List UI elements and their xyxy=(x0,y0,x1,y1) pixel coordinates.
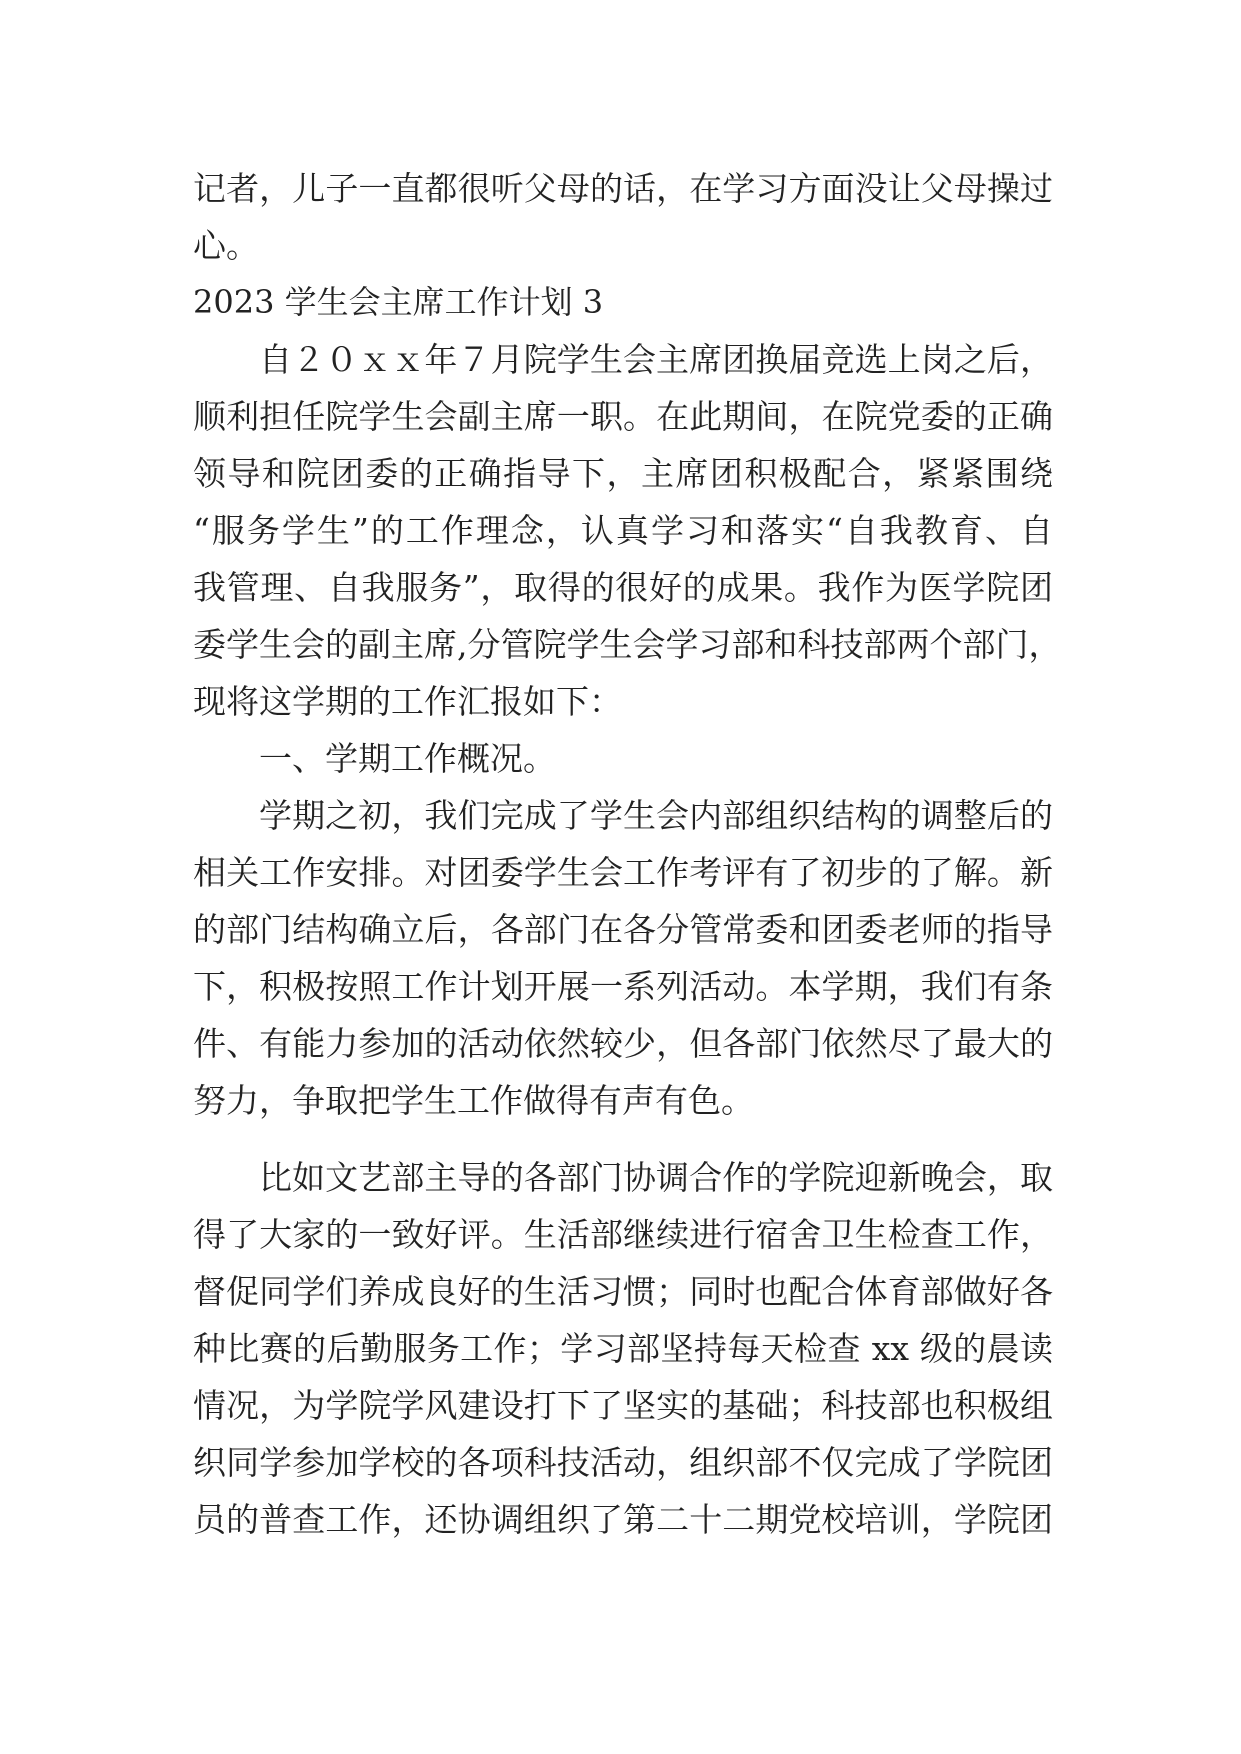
paragraph-1-line-5: 我管理、自我服务”，取得的很好的成果。我作为医学院团 xyxy=(193,568,1053,607)
paragraph-3-line-2: 得了大家的一致好评。生活部继续进行宿舍卫生检查工作， xyxy=(193,1215,1053,1254)
paragraph-1-line-4: “服务学生”的工作理念，认真学习和落实“自我教育、自 xyxy=(193,511,1053,550)
paragraph-3-line-4: 种比赛的后勤服务工作；学习部坚持每天检查 xx 级的晨读 xyxy=(193,1329,1053,1368)
intro-line-1: 记者，儿子一直都很听父母的话，在学习方面没让父母操过 xyxy=(193,169,1053,208)
paragraph-1-line-6: 委学生会的副主席,分管院学生会学习部和科技部两个部门， xyxy=(193,625,1062,664)
paragraph-2-line-3: 的部门结构确立后，各部门在各分管常委和团委老师的指导 xyxy=(193,910,1053,949)
paragraph-3-line-6: 织同学参加学校的各项科技活动，组织部不仅完成了学院团 xyxy=(193,1443,1053,1482)
paragraph-2-line-6: 努力，争取把学生工作做得有声有色。 xyxy=(193,1081,754,1120)
paragraph-gap xyxy=(193,1129,1053,1149)
paragraph-3-line-5: 情况，为学院学风建设打下了坚实的基础；科技部也积极组 xyxy=(193,1386,1053,1425)
document-page xyxy=(193,160,1062,1548)
paragraph-2-line-5: 件、有能力参加的活动依然较少，但各部门依然尽了最大的 xyxy=(193,1024,1053,1063)
paragraph-2-line-2: 相关工作安排。对团委学生会工作考评有了初步的了解。新 xyxy=(193,853,1053,892)
paragraph-3-line-3: 督促同学们养成良好的生活习惯；同时也配合体育部做好各 xyxy=(193,1272,1053,1311)
intro-line-2: 心。 xyxy=(193,226,259,265)
paragraph-2-line-1: 学期之初，我们完成了学生会内部组织结构的调整后的 xyxy=(259,796,1053,835)
section-title: 2023 学生会主席工作计划 3 xyxy=(193,283,604,321)
paragraph-1-line-1: 自２０ｘｘ年７月院学生会主席团换届竞选上岗之后， xyxy=(259,340,1053,379)
paragraph-3-line-7: 员的普查工作，还协调组织了第二十二期党校培训，学院团 xyxy=(193,1500,1053,1539)
paragraph-1-line-3: 领导和院团委的正确指导下，主席团积极配合，紧紧围绕 xyxy=(193,454,1053,493)
paragraph-1-line-2: 顺利担任院学生会副主席一职。在此期间，在院党委的正确 xyxy=(193,397,1053,436)
paragraph-3-line-1: 比如文艺部主导的各部门协调合作的学院迎新晚会，取 xyxy=(259,1158,1053,1197)
paragraph-1-line-7: 现将这学期的工作汇报如下： xyxy=(193,682,622,721)
paragraph-2-line-4: 下，积极按照工作计划开展一系列活动。本学期，我们有条 xyxy=(193,967,1053,1006)
heading-1: 一、学期工作概况。 xyxy=(259,739,556,778)
